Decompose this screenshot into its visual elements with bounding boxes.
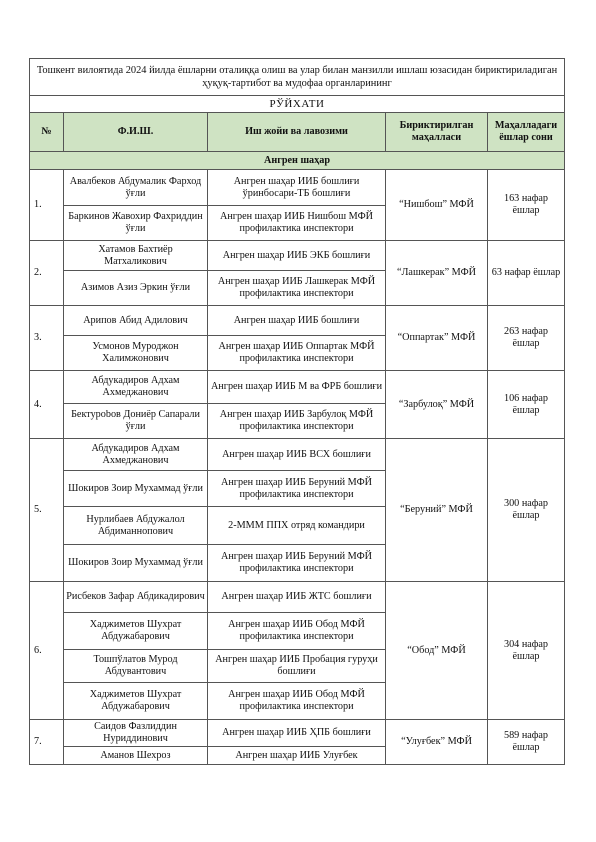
section-title: Ангрен шаҳар [30,152,565,170]
job-position: Ангрен шаҳар ИИБ ҲПБ бошлиғи [208,720,386,747]
row-number: 6. [30,582,64,720]
row-number: 2. [30,241,64,306]
job-position: Ангрен шаҳар ИИБ ЖТС бошлиғи [208,582,386,613]
list-heading: РЎЙХАТИ [30,96,565,113]
table-row [30,371,565,404]
job-position: Ангрен шаҳар ИИБ Беруний МФЙ профилактика инспектори [208,545,386,582]
job-position: Ангрен шаҳар ИИБ ВСХ бошлиғи [208,439,386,471]
job-position: Ангрен шаҳар ИИБ Оппартак МФЙ профилактика инспектори [208,336,386,371]
document-title: Тошкент вилоятида 2024 йилда ёшларни оталиққа олиш ва улар билан манзилли ишлаш юзасидан бириктириладиган ҳуқуқ-тартибот ва мудофаа органларининг [30,59,565,96]
person-name: Арипов Абид Адилович [64,306,208,336]
assigned-mahalla: “Оппартак” МФЙ [386,306,488,371]
job-position: Ангрен шаҳар ИИБ ЭКБ бошлиғи [208,241,386,271]
person-name: Рисбеков Зафар Абдикадирович [64,582,208,613]
job-position: Ангрен шаҳар ИИБ Зарбулоқ МФЙ профилактика инспектори [208,404,386,439]
person-name: Тошпўлатов Мурод Абдувантович [64,650,208,683]
person-name: Нурлибаев Абдужалол Абдиманнопович [64,507,208,545]
person-name: Хаджиметов Шухрат Абдужабарович [64,613,208,650]
job-position: Ангрен шаҳар ИИБ бошлиғи ўринбосари-ТБ бошлиғи [208,170,386,206]
job-position: Ангрен шаҳар ИИБ Обод МФЙ профилактика инспектори [208,613,386,650]
youth-count: 63 нафар ёшлар [488,241,565,306]
document-sheet [29,58,564,765]
assigned-mahalla: “Беруний” МФЙ [386,439,488,582]
row-number: 1. [30,170,64,241]
table-row [30,582,565,613]
list-heading-row [30,96,565,113]
job-position: Ангрен шаҳар ИИБ М ва ФРБ бошлиғи [208,371,386,404]
person-name: Баркинов Жавохир Фахриддин ўғли [64,206,208,241]
youth-count: 589 нафар ёшлар [488,720,565,765]
header-mahalla: Бириктирилган маҳалласи [386,113,488,152]
youth-count: 163 нафар ёшлар [488,170,565,241]
header-number: № [30,113,64,152]
row-number: 3. [30,306,64,371]
person-name: Саидов Фазлиддин Нуриддинович [64,720,208,747]
header-name: Ф.И.Ш. [64,113,208,152]
table-row [30,170,565,206]
job-position: Ангрен шаҳар ИИБ Лашкерак МФЙ профилактика инспектори [208,271,386,306]
youth-count: 300 нафар ёшлар [488,439,565,582]
job-position: Ангрен шаҳар ИИБ Обод МФЙ профилактика инспектори [208,683,386,720]
row-number: 5. [30,439,64,582]
youth-count: 263 нафар ёшлар [488,306,565,371]
person-name: Шокиров Зоир Мухаммад ўғли [64,545,208,582]
table-row [30,720,565,747]
table-row [30,439,565,471]
job-position: Ангрен шаҳар ИИБ Пробация гуруҳи бошлиғи [208,650,386,683]
job-position: Ангрен шаҳар ИИБ Улуғбек [208,747,386,765]
row-number: 4. [30,371,64,439]
assignment-table [29,58,565,765]
youth-count: 106 нафар ёшлар [488,371,565,439]
job-position: Ангрен шаҳар ИИБ Беруний МФЙ профилактика инспектори [208,471,386,507]
assigned-mahalla: “Обод” МФЙ [386,582,488,720]
header-youth-count: Маҳалладаги ёшлар сони [488,113,565,152]
header-job: Иш жойи ва лавозими [208,113,386,152]
job-position: Ангрен шаҳар ИИБ бошлиғи [208,306,386,336]
youth-count: 304 нафар ёшлар [488,582,565,720]
person-name: Усмонов Муроджон Халимжонович [64,336,208,371]
person-name: Аманов Шехроз [64,747,208,765]
table-row [30,306,565,336]
person-name: Абдукадиров Адхам Ахмеджанович [64,439,208,471]
person-name: Хатамов Бахтиёр Матхаликович [64,241,208,271]
assigned-mahalla: “Лашкерак” МФЙ [386,241,488,306]
table-row [30,241,565,271]
header-row [30,113,565,152]
person-name: Абдукадиров Адхам Ахмеджанович [64,371,208,404]
person-name: Хаджиметов Шухрат Абдужабарович [64,683,208,720]
person-name: Бектурobов Дониёр Сапарали ўғли [64,404,208,439]
person-name: Азимов Азиз Эркин ўғли [64,271,208,306]
person-name: Авалбеков Абдумалик Фарход ўғли [64,170,208,206]
row-number: 7. [30,720,64,765]
assigned-mahalla: “Улуғбек” МФЙ [386,720,488,765]
job-position: Ангрен шаҳар ИИБ Нишбош МФЙ профилактика инспектори [208,206,386,241]
section-row [30,152,565,170]
job-position: 2-МММ ППХ отряд командири [208,507,386,545]
assigned-mahalla: “Нишбош” МФЙ [386,170,488,241]
title-row [30,59,565,96]
person-name: Шокиров Зоир Мухаммад ўғли [64,471,208,507]
assigned-mahalla: “Зарбулоқ” МФЙ [386,371,488,439]
